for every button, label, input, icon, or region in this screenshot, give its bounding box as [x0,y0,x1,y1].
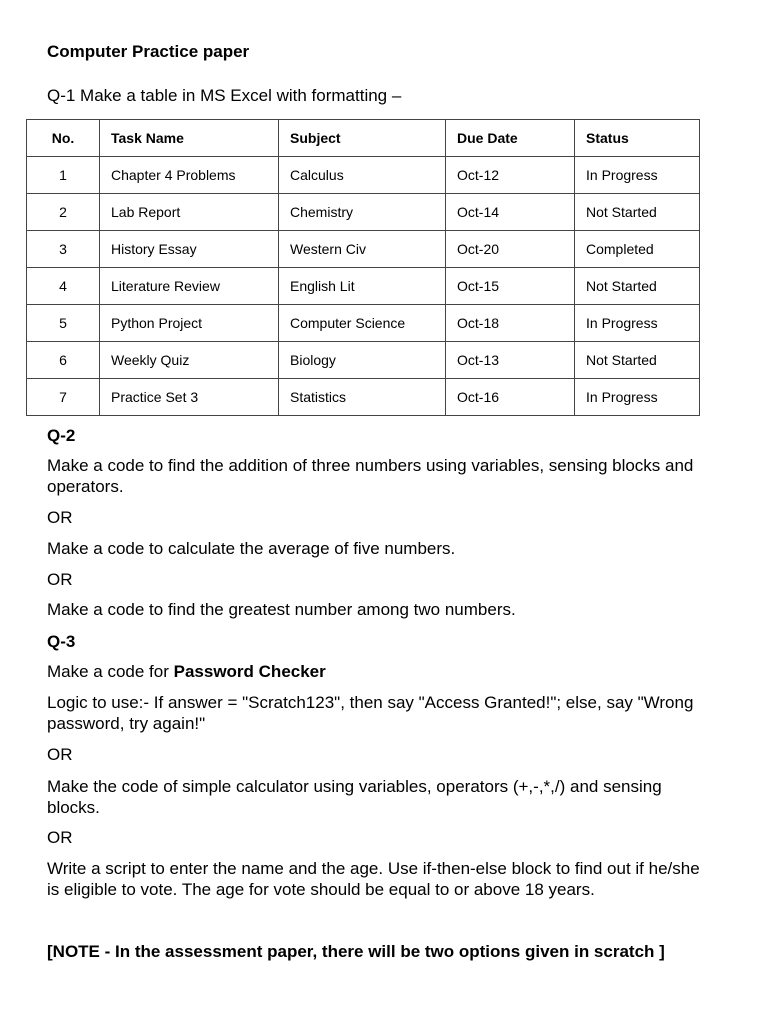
question-3-option-2: Make the code of simple calculator using variables, operators (+,-,*,/) and sensing blocks. [47,777,662,817]
table-header-row [27,120,700,157]
cell-due-date: Oct-12 [446,157,575,194]
or-separator: OR [47,828,73,847]
cell-task-name: Weekly Quiz [100,342,279,379]
cell-status: In Progress [575,157,700,194]
question-2-option-3: Make a code to find the greatest number among two numbers. [47,600,516,619]
cell-due-date: Oct-20 [446,231,575,268]
cell-task-name: Lab Report [100,194,279,231]
table-body [27,157,700,416]
page-title: Computer Practice paper [47,42,250,61]
or-separator: OR [47,570,73,589]
question-3-option-1 [47,661,326,682]
table-row [27,194,700,231]
question-3-logic: Logic to use:- If answer = "Scratch123", then say "Access Granted!"; else, say "Wrong password, try again!" [47,693,694,733]
cell-status: Not Started [575,342,700,379]
cell-no: 7 [27,379,100,416]
cell-task-name: Literature Review [100,268,279,305]
table-row [27,157,700,194]
cell-due-date: Oct-18 [446,305,575,342]
header-task-name: Task Name [100,120,279,157]
cell-no: 1 [27,157,100,194]
question-2-option-1: Make a code to find the addition of three numbers using variables, sensing blocks and operators. [47,456,694,496]
cell-due-date: Oct-15 [446,268,575,305]
cell-subject: Biology [279,342,446,379]
or-separator: OR [47,508,73,527]
cell-subject: Western Civ [279,231,446,268]
question-2-option-2: Make a code to calculate the average of five numbers. [47,539,456,558]
cell-no: 4 [27,268,100,305]
note: [NOTE - In the assessment paper, there will be two options given in scratch ] [47,942,665,961]
table-row [27,268,700,305]
question-3-option-1-text: Make a code for [47,662,174,681]
cell-subject: Computer Science [279,305,446,342]
cell-task-name: Python Project [100,305,279,342]
table-row [27,231,700,268]
header-subject: Subject [279,120,446,157]
cell-due-date: Oct-13 [446,342,575,379]
cell-no: 6 [27,342,100,379]
cell-task-name: Practice Set 3 [100,379,279,416]
header-due-date: Due Date [446,120,575,157]
or-separator: OR [47,745,73,764]
cell-due-date: Oct-16 [446,379,575,416]
cell-status: In Progress [575,379,700,416]
cell-subject: English Lit [279,268,446,305]
table-row [27,305,700,342]
password-checker-label: Password Checker [173,662,326,681]
cell-status: Not Started [575,194,700,231]
cell-due-date: Oct-14 [446,194,575,231]
cell-subject: Chemistry [279,194,446,231]
table-row [27,342,700,379]
cell-status: Completed [575,231,700,268]
cell-subject: Calculus [279,157,446,194]
header-no: No. [27,120,100,157]
cell-no: 2 [27,194,100,231]
cell-status: In Progress [575,305,700,342]
cell-task-name: History Essay [100,231,279,268]
task-table [26,119,700,416]
question-1: Q-1 Make a table in MS Excel with formatting – [47,86,402,105]
header-status: Status [575,120,700,157]
cell-subject: Statistics [279,379,446,416]
cell-status: Not Started [575,268,700,305]
cell-no: 3 [27,231,100,268]
question-2-label: Q-2 [47,426,76,445]
question-3-label: Q-3 [47,632,76,651]
table-row [27,379,700,416]
cell-task-name: Chapter 4 Problems [100,157,279,194]
cell-no: 5 [27,305,100,342]
question-3-option-3: Write a script to enter the name and the age. Use if-then-else block to find out if he/she is eligible to vote. The age for vote should be equal to or above 18 years. [47,859,700,899]
